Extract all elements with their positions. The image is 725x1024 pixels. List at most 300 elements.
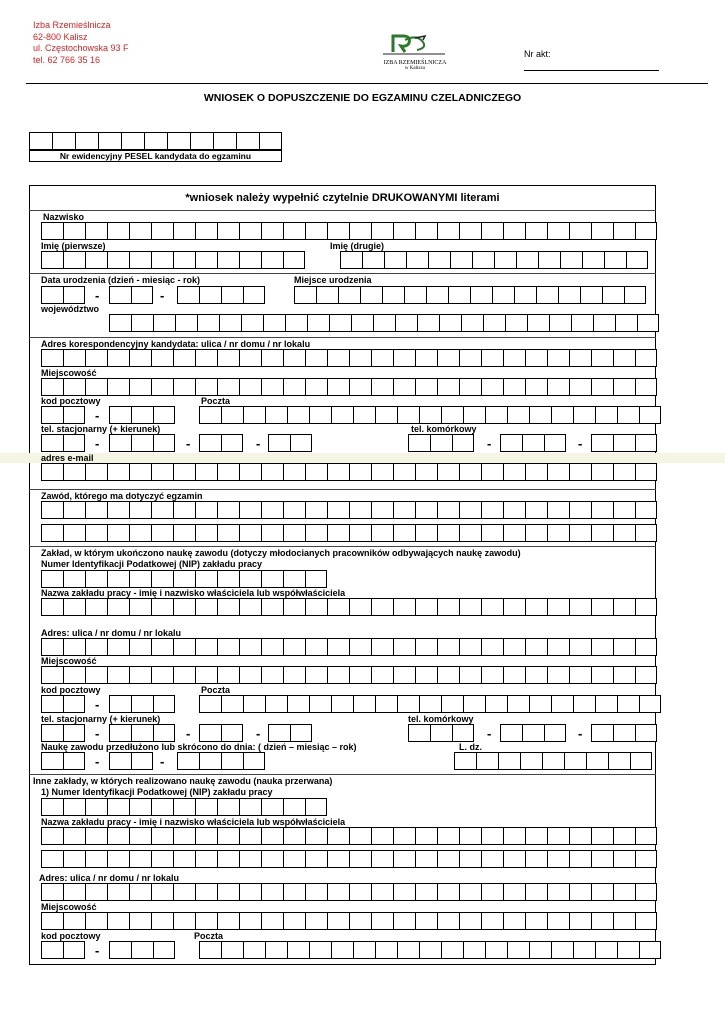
- letter-box[interactable]: [173, 827, 195, 845]
- letter-box[interactable]: [41, 463, 63, 481]
- letter-box[interactable]: [195, 222, 217, 240]
- letter-box[interactable]: [397, 941, 419, 959]
- letter-box[interactable]: [635, 524, 657, 542]
- letter-box[interactable]: [459, 524, 481, 542]
- nip1-input[interactable]: [41, 798, 327, 816]
- letter-box[interactable]: [382, 286, 404, 304]
- letter-box[interactable]: [630, 752, 652, 770]
- letter-box[interactable]: [309, 695, 331, 713]
- letter-box[interactable]: [617, 941, 639, 959]
- letter-box[interactable]: [569, 349, 591, 367]
- letter-box[interactable]: [107, 827, 129, 845]
- letter-box[interactable]: [239, 638, 261, 656]
- zaklad-kod-part1-input[interactable]: [41, 695, 85, 713]
- letter-box[interactable]: [129, 827, 151, 845]
- letter-box[interactable]: [131, 695, 153, 713]
- letter-box[interactable]: [41, 724, 63, 742]
- letter-box[interactable]: [199, 724, 221, 742]
- letter-box[interactable]: [617, 406, 639, 424]
- letter-box[interactable]: [635, 349, 657, 367]
- nazwa-zakladu2-input-line1[interactable]: [41, 827, 657, 845]
- letter-box[interactable]: [151, 570, 173, 588]
- letter-box[interactable]: [107, 912, 129, 930]
- letter-box[interactable]: [239, 827, 261, 845]
- letter-box[interactable]: [85, 524, 107, 542]
- letter-box[interactable]: [239, 378, 261, 396]
- letter-box[interactable]: [173, 666, 195, 684]
- letter-box[interactable]: [569, 666, 591, 684]
- letter-box[interactable]: [441, 406, 463, 424]
- letter-box[interactable]: [525, 850, 547, 868]
- letter-box[interactable]: [481, 598, 503, 616]
- letter-box[interactable]: [349, 638, 371, 656]
- letter-box[interactable]: [129, 883, 151, 901]
- letter-box[interactable]: [305, 827, 327, 845]
- letter-box[interactable]: [261, 222, 283, 240]
- letter-box[interactable]: [107, 798, 129, 816]
- letter-box[interactable]: [371, 598, 393, 616]
- letter-box[interactable]: [415, 912, 437, 930]
- letter-box[interactable]: [107, 638, 129, 656]
- letter-box[interactable]: [131, 286, 153, 304]
- letter-box[interactable]: [591, 598, 613, 616]
- letter-box[interactable]: [591, 524, 613, 542]
- letter-box[interactable]: [569, 827, 591, 845]
- letter-box[interactable]: [195, 378, 217, 396]
- letter-box[interactable]: [41, 883, 63, 901]
- letter-box[interactable]: [129, 598, 151, 616]
- letter-box[interactable]: [85, 827, 107, 845]
- letter-box[interactable]: [371, 912, 393, 930]
- letter-box[interactable]: [569, 883, 591, 901]
- letter-box[interactable]: [85, 798, 107, 816]
- letter-box[interactable]: [452, 724, 474, 742]
- letter-box[interactable]: [349, 850, 371, 868]
- letter-box[interactable]: [63, 434, 85, 452]
- letter-box[interactable]: [547, 524, 569, 542]
- letter-box[interactable]: [239, 570, 261, 588]
- letter-box[interactable]: [437, 463, 459, 481]
- letter-box[interactable]: [450, 251, 472, 269]
- letter-box[interactable]: [595, 695, 617, 713]
- letter-box[interactable]: [283, 883, 305, 901]
- letter-box[interactable]: [109, 406, 131, 424]
- letter-box[interactable]: [461, 314, 483, 332]
- letter-box[interactable]: [525, 463, 547, 481]
- letter-box[interactable]: [239, 501, 261, 519]
- letter-box[interactable]: [129, 798, 151, 816]
- letter-box[interactable]: [371, 638, 393, 656]
- letter-box[interactable]: [419, 695, 441, 713]
- letter-box[interactable]: [107, 349, 129, 367]
- letter-box[interactable]: [481, 378, 503, 396]
- letter-box[interactable]: [239, 349, 261, 367]
- letter-box[interactable]: [514, 286, 536, 304]
- letter-box[interactable]: [613, 883, 635, 901]
- letter-box[interactable]: [360, 286, 382, 304]
- letter-box[interactable]: [85, 638, 107, 656]
- letter-box[interactable]: [481, 524, 503, 542]
- letter-box[interactable]: [265, 941, 287, 959]
- miejsce-urodzenia-input[interactable]: [294, 286, 646, 304]
- letter-box[interactable]: [151, 524, 173, 542]
- letter-box[interactable]: [305, 798, 327, 816]
- nazwa-zakladu2-input-line2[interactable]: [41, 850, 657, 868]
- zaklad-tel-stac-part1-input[interactable]: [109, 724, 175, 742]
- pesel-input[interactable]: [29, 132, 282, 150]
- letter-box[interactable]: [109, 286, 131, 304]
- letter-box[interactable]: [63, 912, 85, 930]
- letter-box[interactable]: [239, 222, 261, 240]
- letter-box[interactable]: [63, 524, 85, 542]
- letter-box[interactable]: [371, 463, 393, 481]
- letter-box[interactable]: [309, 941, 331, 959]
- letter-box[interactable]: [63, 406, 85, 424]
- tel-stac-part2-input[interactable]: [199, 434, 243, 452]
- letter-box[interactable]: [593, 314, 615, 332]
- letter-box[interactable]: [151, 349, 173, 367]
- letter-box[interactable]: [327, 638, 349, 656]
- adres-zakladu-input[interactable]: [41, 638, 657, 656]
- letter-box[interactable]: [153, 724, 175, 742]
- tel-stac-prefix-input[interactable]: [41, 434, 85, 452]
- letter-box[interactable]: [569, 912, 591, 930]
- zaklad-tel-kom-part2-input[interactable]: [500, 724, 566, 742]
- letter-box[interactable]: [331, 406, 353, 424]
- letter-box[interactable]: [239, 251, 261, 269]
- letter-box[interactable]: [131, 314, 153, 332]
- letter-box[interactable]: [199, 286, 221, 304]
- letter-box[interactable]: [63, 827, 85, 845]
- letter-box[interactable]: [173, 251, 195, 269]
- letter-box[interactable]: [602, 286, 624, 304]
- letter-box[interactable]: [591, 912, 613, 930]
- letter-box[interactable]: [417, 314, 439, 332]
- letter-box[interactable]: [635, 666, 657, 684]
- letter-box[interactable]: [635, 638, 657, 656]
- letter-box[interactable]: [195, 883, 217, 901]
- letter-box[interactable]: [213, 132, 236, 150]
- letter-box[interactable]: [327, 349, 349, 367]
- letter-box[interactable]: [613, 349, 635, 367]
- letter-box[interactable]: [441, 941, 463, 959]
- letter-box[interactable]: [459, 666, 481, 684]
- letter-box[interactable]: [459, 222, 481, 240]
- letter-box[interactable]: [151, 850, 173, 868]
- letter-box[interactable]: [283, 501, 305, 519]
- letter-box[interactable]: [492, 286, 514, 304]
- letter-box[interactable]: [485, 406, 507, 424]
- letter-box[interactable]: [613, 666, 635, 684]
- letter-box[interactable]: [626, 251, 648, 269]
- letter-box[interactable]: [305, 850, 327, 868]
- letter-box[interactable]: [547, 850, 569, 868]
- letter-box[interactable]: [107, 666, 129, 684]
- letter-box[interactable]: [41, 850, 63, 868]
- letter-box[interactable]: [371, 378, 393, 396]
- letter-box[interactable]: [428, 251, 450, 269]
- letter-box[interactable]: [591, 724, 613, 742]
- letter-box[interactable]: [63, 222, 85, 240]
- letter-box[interactable]: [635, 434, 657, 452]
- letter-box[interactable]: [635, 463, 657, 481]
- letter-box[interactable]: [349, 912, 371, 930]
- letter-box[interactable]: [529, 941, 551, 959]
- letter-box[interactable]: [107, 524, 129, 542]
- letter-box[interactable]: [393, 349, 415, 367]
- letter-box[interactable]: [173, 912, 195, 930]
- letter-box[interactable]: [243, 941, 265, 959]
- letter-box[interactable]: [173, 883, 195, 901]
- kod2-part2-input[interactable]: [109, 941, 175, 959]
- letter-box[interactable]: [637, 314, 659, 332]
- letter-box[interactable]: [131, 724, 153, 742]
- letter-box[interactable]: [591, 349, 613, 367]
- letter-box[interactable]: [571, 314, 593, 332]
- letter-box[interactable]: [415, 378, 437, 396]
- letter-box[interactable]: [263, 314, 285, 332]
- letter-box[interactable]: [153, 314, 175, 332]
- letter-box[interactable]: [591, 434, 613, 452]
- letter-box[interactable]: [287, 695, 309, 713]
- letter-box[interactable]: [544, 434, 566, 452]
- letter-box[interactable]: [591, 638, 613, 656]
- letter-box[interactable]: [151, 798, 173, 816]
- letter-box[interactable]: [459, 349, 481, 367]
- letter-box[interactable]: [375, 406, 397, 424]
- ldz-input[interactable]: [454, 752, 652, 770]
- letter-box[interactable]: [525, 222, 547, 240]
- letter-box[interactable]: [305, 570, 327, 588]
- tel-stac-part3-input[interactable]: [268, 434, 312, 452]
- letter-box[interactable]: [151, 378, 173, 396]
- adres-zakladu2-input[interactable]: [41, 883, 657, 901]
- letter-box[interactable]: [173, 349, 195, 367]
- miejscowosc2-input[interactable]: [41, 912, 657, 930]
- letter-box[interactable]: [327, 850, 349, 868]
- letter-box[interactable]: [635, 501, 657, 519]
- letter-box[interactable]: [516, 251, 538, 269]
- letter-box[interactable]: [613, 524, 635, 542]
- letter-box[interactable]: [41, 666, 63, 684]
- letter-box[interactable]: [290, 724, 312, 742]
- letter-box[interactable]: [173, 598, 195, 616]
- letter-box[interactable]: [393, 883, 415, 901]
- letter-box[interactable]: [353, 406, 375, 424]
- letter-box[interactable]: [283, 524, 305, 542]
- letter-box[interactable]: [195, 463, 217, 481]
- letter-box[interactable]: [591, 850, 613, 868]
- zaklad-tel-stac-prefix-input[interactable]: [41, 724, 85, 742]
- letter-box[interactable]: [177, 752, 199, 770]
- letter-box[interactable]: [591, 883, 613, 901]
- letter-box[interactable]: [219, 314, 241, 332]
- letter-box[interactable]: [261, 524, 283, 542]
- letter-box[interactable]: [613, 638, 635, 656]
- letter-box[interactable]: [221, 724, 243, 742]
- letter-box[interactable]: [415, 827, 437, 845]
- letter-box[interactable]: [195, 349, 217, 367]
- letter-box[interactable]: [349, 501, 371, 519]
- letter-box[interactable]: [635, 222, 657, 240]
- letter-box[interactable]: [287, 941, 309, 959]
- zaklad-miejscowosc-input[interactable]: [41, 666, 657, 684]
- letter-box[interactable]: [239, 463, 261, 481]
- letter-box[interactable]: [63, 501, 85, 519]
- letter-box[interactable]: [371, 349, 393, 367]
- letter-box[interactable]: [551, 695, 573, 713]
- letter-box[interactable]: [608, 752, 630, 770]
- letter-box[interactable]: [549, 314, 571, 332]
- letter-box[interactable]: [485, 695, 507, 713]
- letter-box[interactable]: [309, 406, 331, 424]
- letter-box[interactable]: [430, 434, 452, 452]
- letter-box[interactable]: [167, 132, 190, 150]
- letter-box[interactable]: [52, 132, 75, 150]
- letter-box[interactable]: [261, 463, 283, 481]
- letter-box[interactable]: [129, 378, 151, 396]
- letter-box[interactable]: [470, 286, 492, 304]
- letter-box[interactable]: [349, 827, 371, 845]
- letter-box[interactable]: [415, 463, 437, 481]
- letter-box[interactable]: [569, 598, 591, 616]
- letter-box[interactable]: [415, 222, 437, 240]
- letter-box[interactable]: [503, 598, 525, 616]
- letter-box[interactable]: [375, 695, 397, 713]
- letter-box[interactable]: [241, 314, 263, 332]
- letter-box[interactable]: [525, 501, 547, 519]
- letter-box[interactable]: [107, 378, 129, 396]
- letter-box[interactable]: [41, 434, 63, 452]
- letter-box[interactable]: [305, 912, 327, 930]
- letter-box[interactable]: [463, 406, 485, 424]
- nazwisko-input[interactable]: [41, 222, 657, 240]
- letter-box[interactable]: [362, 251, 384, 269]
- letter-box[interactable]: [525, 666, 547, 684]
- letter-box[interactable]: [41, 286, 63, 304]
- letter-box[interactable]: [481, 638, 503, 656]
- letter-box[interactable]: [153, 695, 175, 713]
- letter-box[interactable]: [485, 941, 507, 959]
- letter-box[interactable]: [85, 570, 107, 588]
- letter-box[interactable]: [415, 598, 437, 616]
- letter-box[interactable]: [109, 752, 131, 770]
- letter-box[interactable]: [494, 251, 516, 269]
- letter-box[interactable]: [525, 883, 547, 901]
- letter-box[interactable]: [41, 695, 63, 713]
- letter-box[interactable]: [109, 941, 131, 959]
- letter-box[interactable]: [41, 222, 63, 240]
- letter-box[interactable]: [261, 251, 283, 269]
- letter-box[interactable]: [75, 132, 98, 150]
- letter-box[interactable]: [547, 222, 569, 240]
- letter-box[interactable]: [503, 827, 525, 845]
- letter-box[interactable]: [500, 434, 522, 452]
- letter-box[interactable]: [243, 695, 265, 713]
- birth-day-input[interactable]: [41, 286, 85, 304]
- letter-box[interactable]: [173, 524, 195, 542]
- letter-box[interactable]: [305, 222, 327, 240]
- letter-box[interactable]: [393, 912, 415, 930]
- zaklad-tel-stac-part3-input[interactable]: [268, 724, 312, 742]
- letter-box[interactable]: [500, 724, 522, 742]
- tel-kom-part2-input[interactable]: [500, 434, 566, 452]
- nr-akt-line[interactable]: [524, 70, 659, 71]
- letter-box[interactable]: [261, 883, 283, 901]
- letter-box[interactable]: [261, 798, 283, 816]
- zaklad-kod-part2-input[interactable]: [109, 695, 175, 713]
- letter-box[interactable]: [573, 406, 595, 424]
- letter-box[interactable]: [283, 827, 305, 845]
- letter-box[interactable]: [109, 434, 131, 452]
- tel-kom-part1-input[interactable]: [408, 434, 474, 452]
- letter-box[interactable]: [63, 463, 85, 481]
- letter-box[interactable]: [408, 724, 430, 742]
- letter-box[interactable]: [151, 463, 173, 481]
- letter-box[interactable]: [129, 251, 151, 269]
- letter-box[interactable]: [261, 912, 283, 930]
- letter-box[interactable]: [595, 941, 617, 959]
- letter-box[interactable]: [195, 912, 217, 930]
- letter-box[interactable]: [283, 850, 305, 868]
- letter-box[interactable]: [63, 883, 85, 901]
- letter-box[interactable]: [41, 638, 63, 656]
- letter-box[interactable]: [349, 463, 371, 481]
- kod2-part1-input[interactable]: [41, 941, 85, 959]
- letter-box[interactable]: [459, 598, 481, 616]
- letter-box[interactable]: [190, 132, 213, 150]
- letter-box[interactable]: [351, 314, 373, 332]
- letter-box[interactable]: [437, 378, 459, 396]
- letter-box[interactable]: [613, 912, 635, 930]
- letter-box[interactable]: [41, 378, 63, 396]
- letter-box[interactable]: [41, 827, 63, 845]
- letter-box[interactable]: [173, 850, 195, 868]
- letter-box[interactable]: [569, 850, 591, 868]
- przedluzono-day-input[interactable]: [41, 752, 85, 770]
- letter-box[interactable]: [613, 222, 635, 240]
- letter-box[interactable]: [349, 598, 371, 616]
- letter-box[interactable]: [505, 314, 527, 332]
- letter-box[interactable]: [283, 463, 305, 481]
- letter-box[interactable]: [349, 524, 371, 542]
- letter-box[interactable]: [151, 883, 173, 901]
- letter-box[interactable]: [459, 501, 481, 519]
- birth-year-input[interactable]: [177, 286, 265, 304]
- letter-box[interactable]: [151, 912, 173, 930]
- letter-box[interactable]: [635, 883, 657, 901]
- letter-box[interactable]: [63, 850, 85, 868]
- letter-box[interactable]: [327, 598, 349, 616]
- letter-box[interactable]: [375, 941, 397, 959]
- letter-box[interactable]: [327, 666, 349, 684]
- letter-box[interactable]: [503, 463, 525, 481]
- letter-box[interactable]: [41, 598, 63, 616]
- letter-box[interactable]: [635, 598, 657, 616]
- letter-box[interactable]: [384, 251, 406, 269]
- letter-box[interactable]: [199, 434, 221, 452]
- letter-box[interactable]: [217, 524, 239, 542]
- birth-month-input[interactable]: [109, 286, 153, 304]
- letter-box[interactable]: [265, 406, 287, 424]
- letter-box[interactable]: [569, 222, 591, 240]
- letter-box[interactable]: [109, 724, 131, 742]
- letter-box[interactable]: [195, 501, 217, 519]
- letter-box[interactable]: [129, 912, 151, 930]
- letter-box[interactable]: [121, 132, 144, 150]
- letter-box[interactable]: [547, 827, 569, 845]
- letter-box[interactable]: [604, 251, 626, 269]
